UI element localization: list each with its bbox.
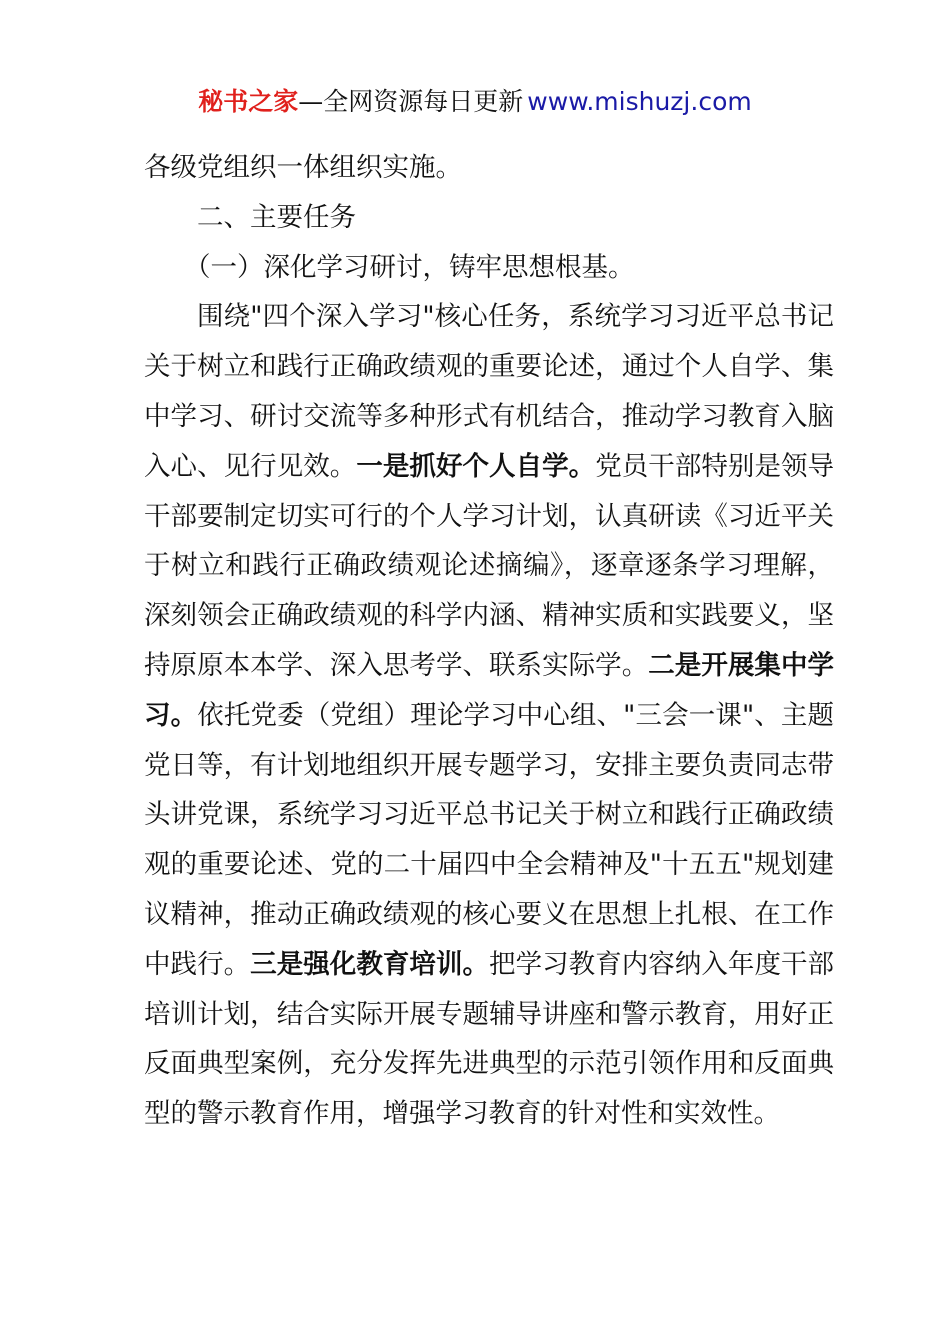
section-heading: 二、主要任务 — [197, 201, 356, 233]
point-2-title: 二是开展集中学习。 — [144, 649, 835, 731]
point-1-title: 一是抓好个人自学。 — [356, 450, 596, 482]
paragraph-intro: 围绕"四个深入学习"核心任务，系统学习习近平总书记关于树立和践行正确政绩观的重要论述，通过个人自学、集中学习、研讨交流等多种形式有机结合，推动学习教育入脑入心、见行见效。 — [144, 301, 834, 482]
site-brand: 秘书之家 — [198, 87, 299, 116]
point-3-title: 三是强化教育培训。 — [250, 948, 490, 980]
document-body — [144, 143, 834, 1139]
site-tagline: —全网资源每日更新 — [298, 87, 524, 116]
point-2-text: 依托党委（党组）理论学习中心组、"三会一课"、主题党日等，有计划地组织开展专题学习，安排主要负责同志带头讲党课，系统学习习近平总书记关于树立和践行正确政绩观的重要论述、党的二十届四中全会精神及"十五五"规划建议精神，推动正确政绩观的核心要义在思想上扎根、在工作中践行。 — [144, 699, 834, 980]
continued-line: 各级党组织一体组织实施。 — [144, 152, 462, 183]
point-3-text: 把学习教育内容纳入年度干部培训计划，结合实际开展专题辅导讲座和警示教育，用好正反面典型案例，充分发挥先进典型的示范引领作用和反面典型的警示教育作用，增强学习教育的针对性和实效性。 — [144, 948, 835, 1130]
site-header — [0, 82, 950, 122]
site-url-link[interactable]: www.mishuzj.com — [527, 87, 752, 116]
subsection-heading: （一）深化学习研讨，铸牢思想根基。 — [184, 251, 635, 283]
point-1-text: 党员干部特别是领导干部要制定切实可行的个人学习计划，认真研读《习近平关于树立和践行正确政绩观论述摘编》，逐章逐条学习理解，深刻领会正确政绩观的科学内涵、精神实质和实践要义，坚持原原本本学、深入思考学、联系实际学。 — [144, 450, 835, 681]
main-paragraph — [144, 292, 834, 1139]
